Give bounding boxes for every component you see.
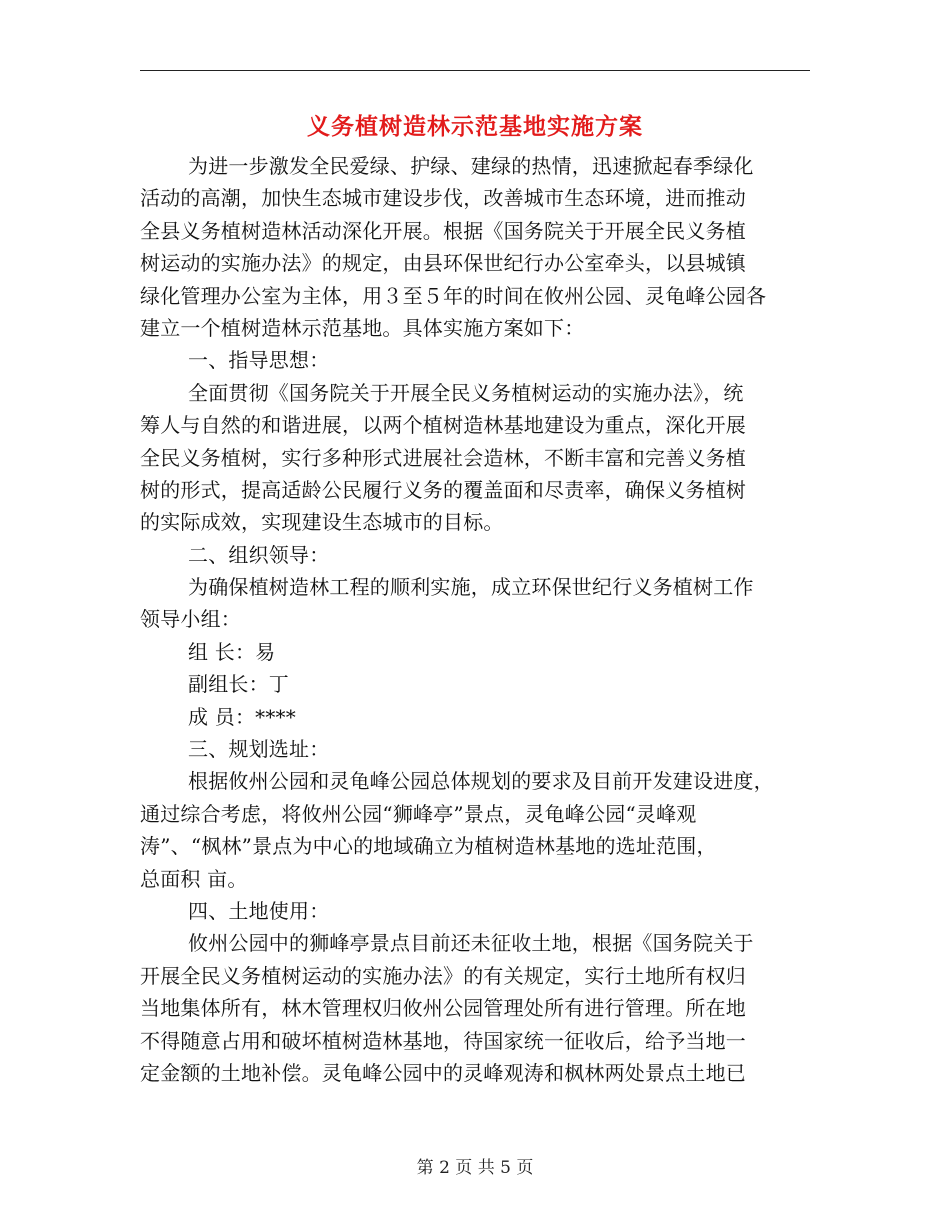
text-line: 建立一个植树造林示范基地。具体实施方案如下： [140, 315, 585, 340]
text-line: 不得随意占用和破坏植树造林基地，待国家统一征收后，给予当地一 [140, 1028, 746, 1053]
text-line: 全面贯彻《国务院关于开展全民义务植树运动的实施办法》，统 [188, 380, 744, 405]
text-line: 攸州公园中的狮峰亭景点目前还未征收土地，根据《国务院关于 [188, 931, 754, 956]
header-rule [140, 70, 810, 71]
text-line: 树的形式，提高适龄公民履行义务的覆盖面和尽责率，确保义务植树 [140, 477, 746, 502]
text-line: 通过综合考虑，将攸州公园“狮峰亭”景点，灵龟峰公园“灵峰观 [140, 801, 697, 826]
text-line: 定金额的土地补偿。灵龟峰公园中的灵峰观涛和枫林两处景点土地已 [140, 1060, 746, 1085]
text-line: 开展全民义务植树运动的实施办法》的有关规定，实行土地所有权归 [140, 963, 746, 988]
text-line: 活动的高潮，加快生态城市建设步伐，改善城市生态环境，进而推动 [140, 186, 746, 211]
text-line: 涛”、“枫林”景点为中心的地域确立为植树造林基地的选址范围， [140, 834, 717, 859]
text-line: 总面积 亩。 [140, 866, 248, 891]
text-line: 树运动的实施办法》的规定，由县环保世纪行办公室牵头，以县城镇 [140, 251, 746, 276]
text-line: 筹人与自然的和谐进展，以两个植树造林基地建设为重点，深化开展 [140, 413, 746, 438]
text-line: 组 长：易 [188, 639, 276, 664]
text-line: 当地集体所有，林木管理权归攸州公园管理处所有进行管理。所在地 [140, 996, 746, 1021]
text-line: 根据攸州公园和灵龟峰公园总体规划的要求及目前开发建设进度， [188, 769, 774, 794]
document-body [140, 150, 810, 1089]
text-line: 成 员：**** [188, 704, 296, 729]
text-line: 为确保植树造林工程的顺利实施，成立环保世纪行义务植树工作 [188, 575, 754, 600]
text-line: 一、指导思想： [188, 348, 330, 373]
text-line: 领导小组： [140, 607, 241, 632]
text-line: 为进一步激发全民爱绿、护绿、建绿的热情，迅速掀起春季绿化 [188, 154, 754, 178]
text-line: 全民义务植树，实行多种形式进展社会造林，不断丰富和完善义务植 [140, 445, 746, 470]
text-line: 二、组织领导： [188, 542, 330, 567]
text-line: 三、规划选址： [188, 737, 330, 762]
text-line: 全县义务植树造林活动深化开展。根据《国务院关于开展全民义务植 [140, 218, 746, 243]
text-line: 绿化管理办公室为主体，用３至５年的时间在攸州公园、灵龟峰公园各 [140, 283, 767, 308]
document-title: 义务植树造林示范基地实施方案 [307, 114, 643, 140]
text-line: 四、土地使用： [188, 898, 330, 923]
text-line: 的实际成效，实现建设生态城市的目标。 [140, 510, 504, 535]
text-line: 副组长：丁 [188, 672, 289, 697]
page-footer: 第 2 页 共 5 页 [416, 1158, 534, 1178]
